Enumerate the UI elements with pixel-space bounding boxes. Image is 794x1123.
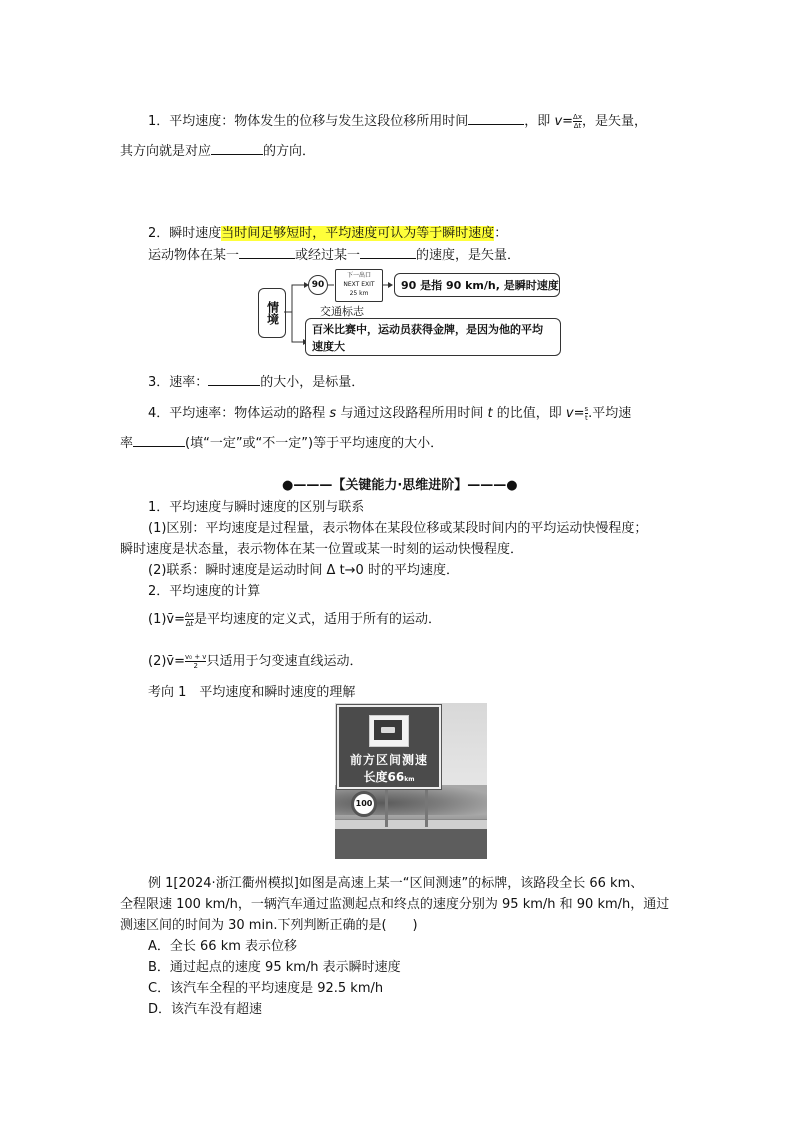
avg-velocity-direction: 其方向就是对应 的方向． (120, 144, 316, 159)
traffic-sign-label: 交通标志 (320, 305, 364, 318)
answer-blank (468, 112, 524, 125)
option-d: D．该汽车没有超速 (148, 1002, 263, 1017)
answer-blank (211, 142, 263, 155)
instant-velocity-line: 运动物体在某一 或经过某一 的速度，是矢量． (148, 248, 521, 263)
answer-blank (239, 246, 295, 259)
definition-instant-velocity: 2．瞬时速度当时间足够短时，平均速度可认为等于瞬时速度： (148, 226, 508, 241)
answer-blank (208, 373, 260, 386)
highlighted-note: 当时间足够短时，平均速度可认为等于瞬时速度 (221, 226, 495, 241)
calc-formula-2: (2)v̄= $\frac{\text{v₀ + v}}{2}$ 只适用于匀变速直线运动． (148, 653, 363, 670)
speed-limit-100-sign: 100 (351, 791, 377, 817)
option-b: B．通过起点的速度 95 km/h 表示瞬时速度 (148, 960, 401, 975)
avg-speed-line2: 率 (填“一定”或“不一定”)等于平均速度的大小． (120, 436, 444, 451)
fraction-dx-dt: $\frac{\Delta x}{\Delta t}$ (185, 611, 194, 628)
fraction-s-t: $\frac{s}{t}$ (584, 405, 589, 422)
sign-text-line1: 前方区间测速 (349, 753, 428, 767)
section-speed-sign-photo (335, 703, 487, 859)
answer-blank (133, 434, 185, 447)
kaoxiang-heading: 考向 1 平均速度和瞬时速度的理解 (148, 685, 356, 700)
avg-velocity-text: 1．平均速度：物体发生的位移与发生这段位移所用时间 (148, 114, 469, 129)
definition-avg-speed: 4．平均速率：物体运动的路程 s 与通过这段路程所用时间 t 的比值，即 v= $\frac{s}{t}$ .平均速 (148, 405, 632, 422)
interval-speed-sign (337, 705, 441, 789)
speed-limit-sign: 90 (308, 275, 328, 295)
difference-line1: (1)区别：平均速度是过程量，表示物体在某段位移或某段时间内的平均运动快慢程度； (148, 521, 648, 536)
instant-speed-box: 90 是指 90 km/h, 是瞬时速度 (394, 273, 560, 297)
example-line1: 例 1[2024·浙江衢州模拟]如图是高速上某一“区间测速”的标牌，该路段全长 66 km、 (148, 876, 644, 891)
camera-icon (369, 715, 409, 747)
fraction-dx-dt: $\frac{\Delta x}{\Delta t}$ (573, 113, 582, 130)
difference-line2: 瞬时速度是状态量，表示物体在某一位置或某一时刻的运动快慢程度． (120, 542, 524, 557)
heading-difference: 1．平均速度与瞬时速度的区别与联系 (148, 500, 365, 515)
situation-box: 情境 (258, 288, 286, 338)
sign-unit: km (404, 776, 415, 783)
fraction-v0-v-over-2: $\frac{\text{v₀ + v}}{2}$ (185, 653, 207, 670)
answer-blank (360, 246, 416, 259)
calc-formula-1: (1)v̄= $\frac{\Delta x}{\Delta t}$ 是平均速度的定义式，适用于所有的运动． (148, 611, 441, 628)
option-a: A．全长 66 km 表示位移 (148, 939, 298, 954)
connection-line: (2)联系：瞬时速度是运动时间 Δ t→0 时的平均速度． (148, 563, 459, 578)
race-example-box: 百米比赛中，运动员获得金牌，是因为他的平均 速度大 (305, 318, 561, 356)
option-c: C．该汽车全程的平均速度是 92.5 km/h (148, 981, 384, 996)
example-line3: 测速区间的时间为 30 min.下列判断正确的是( ) (120, 918, 418, 933)
definition-avg-velocity: 1．平均速度：物体发生的位移与发生这段位移所用时间 ，即 v= $\frac{\Delta x}{\Delta t}$ ，是矢量， (148, 113, 647, 130)
definition-speed: 3．速率： 的大小，是标量． (148, 375, 365, 390)
example-line2: 全程限速 100 km/h，一辆汽车通过监测起点和终点的速度分别为 95 km/h 和 90 km/h，通过 (120, 897, 670, 912)
sign-text-line2: 长度66 (363, 770, 405, 784)
key-ability-banner: ●———【关键能力·思维进阶】———● (282, 478, 518, 493)
heading-calculation: 2．平均速度的计算 (148, 584, 261, 599)
next-exit-sign: 下一出口 NEXT EXIT 25 km (335, 269, 383, 302)
